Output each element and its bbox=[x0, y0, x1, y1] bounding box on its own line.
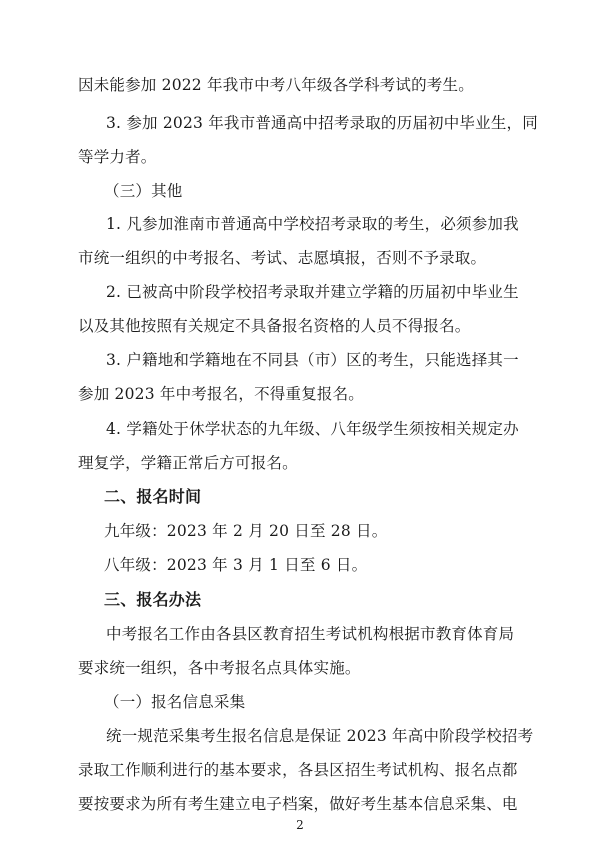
body-text-line: 以及其他按照有关规定不具备报名资格的人员不得报名。 bbox=[78, 317, 471, 335]
body-text-line: 统一规范采集考生报名信息是保证 2023 年高中阶段学校招考 bbox=[106, 727, 534, 745]
section-heading-registration-time: 二、报名时间 bbox=[104, 487, 202, 506]
body-text-line: 录取工作顺利进行的基本要求，各县区招生考试机构、报名点都 bbox=[78, 761, 518, 779]
body-text-line: 八年级：2023 年 3 月 1 日至 6 日。 bbox=[104, 556, 368, 574]
body-text-line: 因未能参加 2022 年我市中考八年级各学科考试的考生。 bbox=[78, 76, 474, 94]
body-text-line: 4. 学籍处于休学状态的九年级、八年级学生须按相关规定办 bbox=[106, 420, 519, 438]
body-text-line: 要按要求为所有考生建立电子档案，做好考生基本信息采集、电 bbox=[78, 795, 518, 813]
sub-heading-others: （三）其他 bbox=[104, 182, 183, 200]
body-text-line: 3. 户籍地和学籍地在不同县（市）区的考生，只能选择其一 bbox=[106, 351, 519, 369]
body-text-line: 理复学，学籍正常后方可报名。 bbox=[78, 454, 298, 472]
body-text-line: 九年级：2023 年 2 月 20 日至 28 日。 bbox=[104, 522, 388, 540]
section-heading-registration-method: 三、报名办法 bbox=[104, 590, 202, 609]
body-text-line: 3. 参加 2023 年我市普通高中招考录取的历届初中毕业生，同 bbox=[106, 114, 538, 132]
sub-heading-info-collection: （一）报名信息采集 bbox=[104, 693, 246, 711]
body-text-line: 市统一组织的中考报名、考试、志愿填报，否则不予录取。 bbox=[78, 249, 487, 267]
body-text-line: 2. 已被高中阶段学校招考录取并建立学籍的历届初中毕业生 bbox=[106, 283, 519, 301]
body-text-line: 参加 2023 年中考报名，不得重复报名。 bbox=[78, 385, 365, 403]
body-text-line: 要求统一组织，各中考报名点具体实施。 bbox=[78, 659, 361, 677]
body-text-line: 中考报名工作由各县区教育招生考试机构根据市教育体育局 bbox=[106, 625, 515, 643]
page-number: 2 bbox=[296, 818, 304, 832]
body-text-line: 1. 凡参加淮南市普通高中学校招考录取的考生，必须参加我 bbox=[106, 215, 519, 233]
body-text-line: 等学力者。 bbox=[78, 148, 157, 166]
